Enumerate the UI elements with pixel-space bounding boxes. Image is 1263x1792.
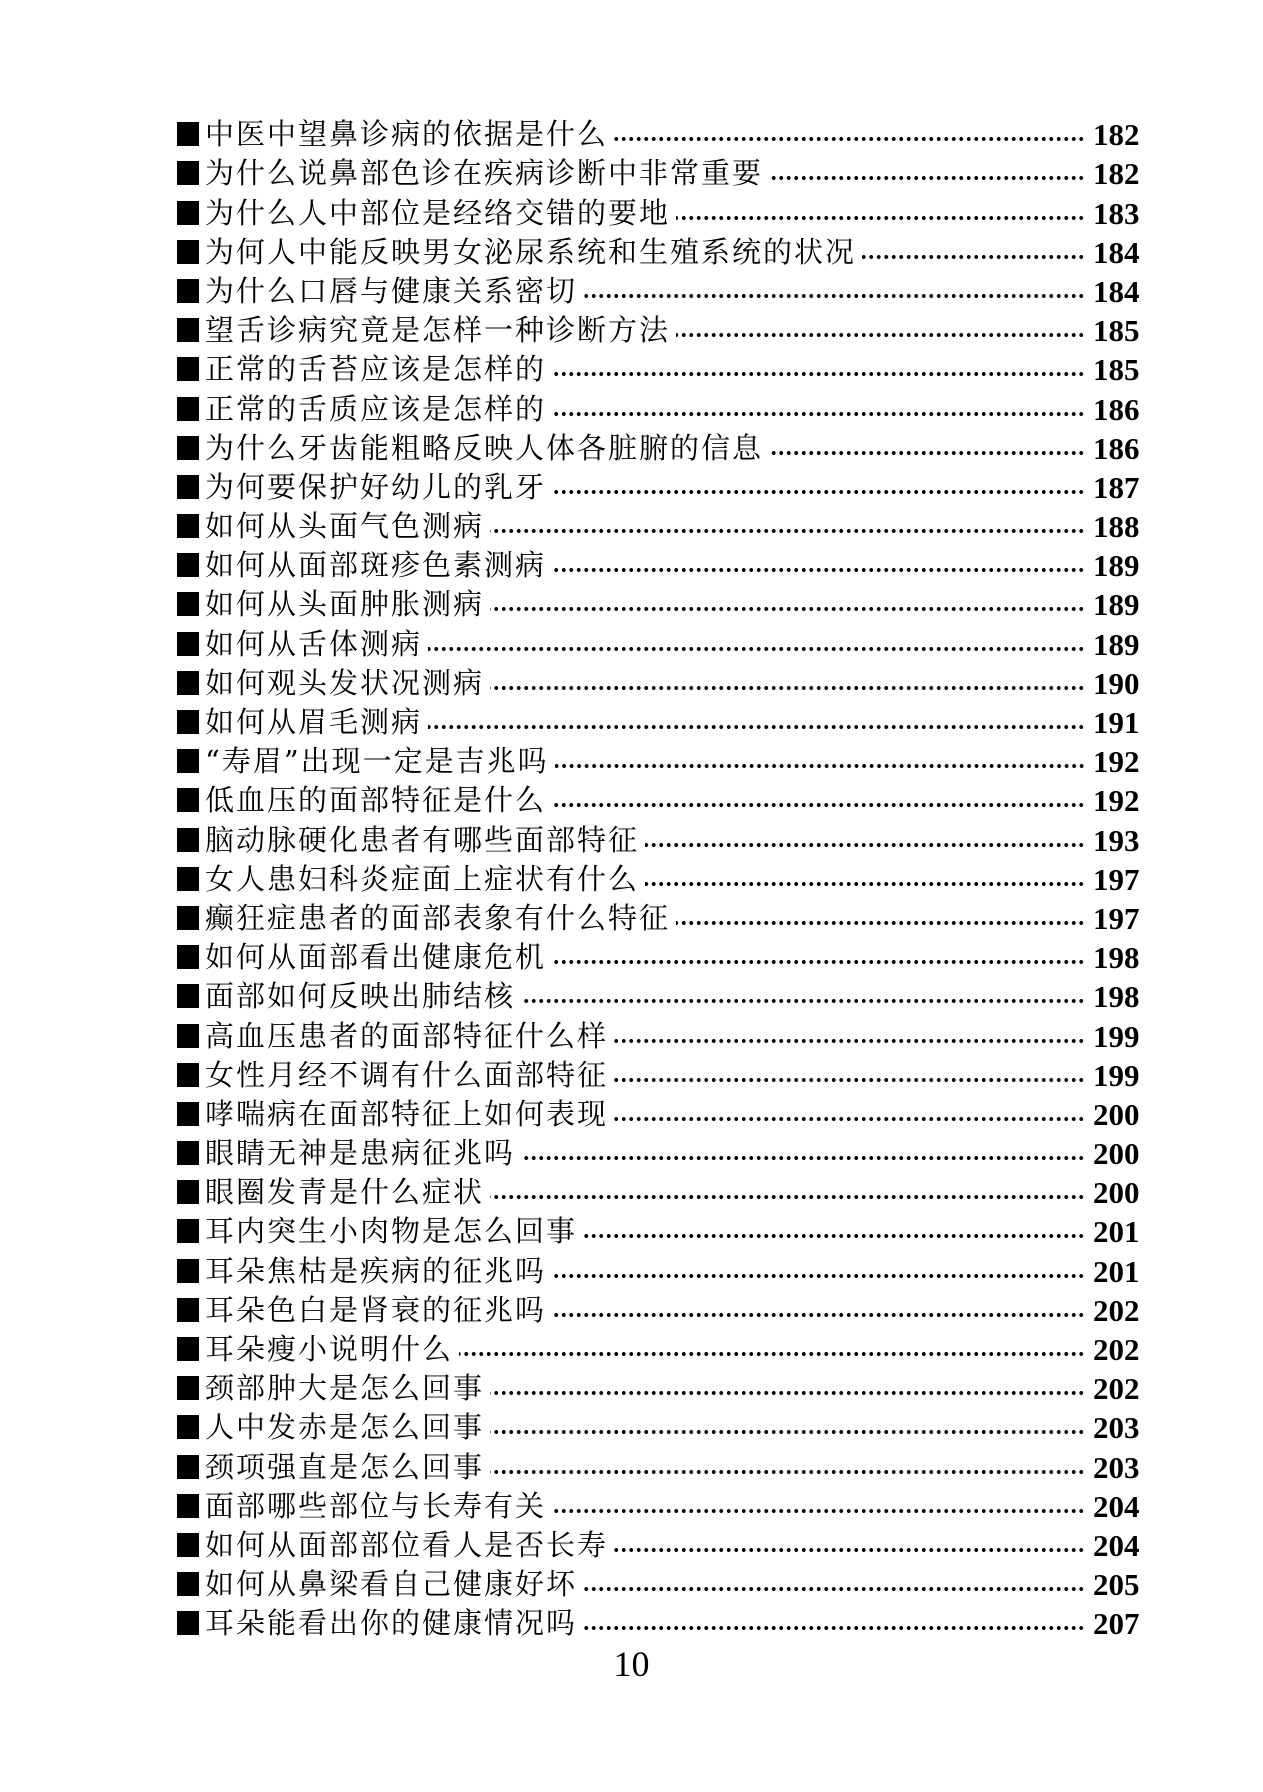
toc-entry[interactable] xyxy=(177,193,1139,232)
square-bullet-icon xyxy=(177,1219,199,1243)
toc-entry-page: 201 xyxy=(1093,1214,1140,1250)
page-number: 10 xyxy=(613,1644,650,1684)
toc-entry-title: 面部如何反映出肺结核 xyxy=(205,979,516,1014)
toc-entry-title: 低血压的面部特征是什么 xyxy=(205,783,547,818)
dot-leader xyxy=(676,212,1085,224)
toc-entry-title: 为何要保护好幼儿的乳牙 xyxy=(205,469,547,504)
toc-entry-title: 眼睛无神是患病征兆吗 xyxy=(205,1136,516,1171)
toc-entry-page: 189 xyxy=(1093,548,1140,584)
toc-entry-title: 耳朵色白是肾衰的征兆吗 xyxy=(205,1292,547,1327)
toc-entry[interactable] xyxy=(177,1212,1139,1251)
toc-entry-page: 203 xyxy=(1093,1449,1140,1485)
square-bullet-icon xyxy=(177,279,199,303)
toc-entry[interactable] xyxy=(177,1056,1139,1095)
toc-entry-page: 192 xyxy=(1093,744,1140,780)
dot-leader xyxy=(645,878,1085,890)
square-bullet-icon xyxy=(177,906,199,930)
toc-entry[interactable] xyxy=(177,1095,1139,1134)
toc-entry[interactable] xyxy=(177,115,1139,154)
toc-entry-page: 199 xyxy=(1093,1018,1140,1054)
dot-leader xyxy=(862,251,1085,263)
toc-entry-title: 如何从面部斑疹色素测病 xyxy=(205,548,547,583)
dot-leader xyxy=(769,172,1085,184)
toc-entry-page: 200 xyxy=(1093,1136,1140,1172)
toc-entry[interactable] xyxy=(177,311,1139,350)
toc-entry-page: 187 xyxy=(1093,469,1140,505)
toc-entry-page: 188 xyxy=(1093,509,1140,545)
toc-entry[interactable] xyxy=(177,820,1139,859)
square-bullet-icon xyxy=(177,984,199,1008)
toc-entry-title: 如何从头面肿胀测病 xyxy=(205,587,485,622)
toc-entry-title: 高血压患者的面部特征什么样 xyxy=(205,1018,609,1053)
toc-entry-title: 哮喘病在面部特征上如何表现 xyxy=(205,1096,609,1131)
toc-entry-title: “寿眉”出现一定是吉兆吗 xyxy=(205,744,549,779)
square-bullet-icon xyxy=(177,1415,199,1439)
square-bullet-icon xyxy=(177,671,199,695)
toc-entry-page: 182 xyxy=(1093,156,1140,192)
square-bullet-icon xyxy=(177,1102,199,1126)
toc-entry-title: 如何从舌体测病 xyxy=(205,626,423,661)
toc-entry-page: 198 xyxy=(1093,940,1140,976)
toc-entry[interactable] xyxy=(177,1173,1139,1212)
square-bullet-icon xyxy=(177,240,199,264)
dot-leader xyxy=(583,1583,1085,1595)
toc-entry[interactable] xyxy=(177,233,1139,272)
toc-entry-page: 202 xyxy=(1093,1332,1140,1367)
toc-entry[interactable] xyxy=(177,1408,1139,1447)
square-bullet-icon xyxy=(177,788,199,812)
dot-leader xyxy=(459,1348,1085,1360)
table-of-contents xyxy=(177,115,1139,1643)
toc-entry[interactable] xyxy=(177,1604,1139,1643)
toc-entry-title: 中医中望鼻诊病的依据是什么 xyxy=(205,117,609,152)
dot-leader xyxy=(552,564,1085,576)
toc-entry-page: 200 xyxy=(1093,1096,1140,1132)
toc-entry-page: 197 xyxy=(1093,861,1140,897)
toc-entry-title: 如何从面部看出健康危机 xyxy=(205,940,547,975)
square-bullet-icon xyxy=(177,1376,199,1400)
toc-entry[interactable] xyxy=(177,585,1139,624)
toc-entry-title: 如何从眉毛测病 xyxy=(205,705,423,739)
toc-entry[interactable] xyxy=(177,1016,1139,1055)
toc-entry-page: 184 xyxy=(1093,273,1140,309)
toc-entry[interactable] xyxy=(177,938,1139,977)
square-bullet-icon xyxy=(177,828,199,852)
toc-entry[interactable] xyxy=(177,272,1139,311)
toc-entry[interactable] xyxy=(177,389,1139,428)
dot-leader xyxy=(614,1113,1085,1125)
toc-entry[interactable] xyxy=(177,899,1139,938)
toc-entry-title: 为什么牙齿能粗略反映人体各脏腑的信息 xyxy=(205,430,764,465)
square-bullet-icon xyxy=(177,632,199,656)
toc-entry-title: 女性月经不调有什么面部特征 xyxy=(205,1057,609,1092)
toc-entry-page: 192 xyxy=(1093,783,1140,819)
dot-leader xyxy=(552,1309,1085,1321)
toc-entry[interactable] xyxy=(177,350,1139,389)
square-bullet-icon xyxy=(177,475,199,499)
toc-entry-title: 耳内突生小肉物是怎么回事 xyxy=(205,1214,578,1249)
toc-entry-title: 癫狂症患者的面部表象有什么特征 xyxy=(205,900,671,935)
toc-entry-page: 197 xyxy=(1093,900,1140,936)
dot-leader xyxy=(521,995,1085,1007)
toc-entry[interactable] xyxy=(177,1134,1139,1173)
toc-entry[interactable] xyxy=(177,1447,1139,1486)
toc-entry-title: 女人患妇科炎症面上症状有什么 xyxy=(205,861,640,896)
dot-leader xyxy=(645,839,1085,851)
toc-entry-page: 201 xyxy=(1093,1253,1140,1289)
toc-entry-page: 193 xyxy=(1093,822,1140,858)
toc-entry-page: 204 xyxy=(1093,1527,1140,1563)
toc-entry-page: 185 xyxy=(1093,313,1140,349)
toc-entry[interactable] xyxy=(177,507,1139,546)
dot-leader xyxy=(552,799,1085,811)
dot-leader xyxy=(521,1152,1085,1164)
toc-entry-page: 184 xyxy=(1093,234,1140,270)
dot-leader xyxy=(490,1191,1085,1203)
toc-entry[interactable] xyxy=(177,468,1139,507)
square-bullet-icon xyxy=(177,1063,199,1087)
square-bullet-icon xyxy=(177,592,199,616)
toc-entry-page: 199 xyxy=(1093,1057,1140,1093)
dot-leader xyxy=(555,760,1085,772)
toc-entry-title: 为什么说鼻部色诊在疾病诊断中非常重要 xyxy=(205,156,764,191)
square-bullet-icon xyxy=(177,945,199,969)
toc-entry-page: 207 xyxy=(1093,1606,1140,1642)
square-bullet-icon xyxy=(177,318,199,342)
toc-entry[interactable] xyxy=(177,154,1139,193)
square-bullet-icon xyxy=(177,201,199,225)
square-bullet-icon xyxy=(177,514,199,538)
square-bullet-icon xyxy=(177,1141,199,1165)
dot-leader xyxy=(614,1035,1085,1047)
toc-entry-title: 如何从面部部位看人是否长寿 xyxy=(205,1527,609,1562)
toc-entry-page: 189 xyxy=(1093,587,1140,623)
toc-entry-title: 脑动脉硬化患者有哪些面部特征 xyxy=(205,822,640,857)
toc-entry-page: 186 xyxy=(1093,391,1140,427)
toc-entry-title: 颈项强直是怎么回事 xyxy=(205,1449,485,1484)
dot-leader xyxy=(552,408,1085,420)
toc-entry[interactable] xyxy=(177,781,1139,820)
toc-entry-title: 面部哪些部位与长寿有关 xyxy=(205,1488,547,1523)
toc-entry-page: 202 xyxy=(1093,1371,1140,1407)
toc-entry-page: 205 xyxy=(1093,1567,1140,1603)
dot-leader xyxy=(769,447,1085,459)
dot-leader xyxy=(490,525,1085,537)
dot-leader xyxy=(552,368,1085,380)
square-bullet-icon xyxy=(177,1611,199,1635)
dot-leader xyxy=(490,1426,1085,1438)
dot-leader xyxy=(614,1074,1085,1086)
square-bullet-icon xyxy=(177,357,199,381)
square-bullet-icon xyxy=(177,1180,199,1204)
toc-entry-page: 190 xyxy=(1093,665,1140,701)
dot-leader xyxy=(490,1466,1085,1478)
dot-leader xyxy=(552,956,1085,968)
square-bullet-icon xyxy=(177,1024,199,1048)
toc-entry-title: 人中发赤是怎么回事 xyxy=(205,1410,485,1445)
square-bullet-icon xyxy=(177,1337,199,1361)
toc-entry[interactable] xyxy=(177,664,1139,703)
toc-entry-page: 182 xyxy=(1093,117,1140,153)
dot-leader xyxy=(676,917,1085,929)
toc-entry[interactable] xyxy=(177,1487,1139,1526)
toc-entry-title: 眼圈发青是什么症状 xyxy=(205,1175,485,1210)
square-bullet-icon xyxy=(177,1298,199,1322)
dot-leader xyxy=(552,1270,1085,1282)
dot-leader xyxy=(490,603,1085,615)
square-bullet-icon xyxy=(177,553,199,577)
dot-leader xyxy=(614,1544,1085,1556)
toc-entry[interactable] xyxy=(177,1251,1139,1290)
toc-entry-title: 耳朵瘦小说明什么 xyxy=(205,1332,454,1366)
toc-entry-title: 正常的舌质应该是怎样的 xyxy=(205,391,547,426)
dot-leader xyxy=(428,721,1085,733)
dot-leader xyxy=(583,290,1085,302)
square-bullet-icon xyxy=(177,1259,199,1283)
dot-leader xyxy=(614,133,1085,145)
toc-entry[interactable] xyxy=(177,1369,1139,1408)
toc-entry-page: 203 xyxy=(1093,1410,1140,1446)
toc-entry-title: 正常的舌苔应该是怎样的 xyxy=(205,352,547,387)
square-bullet-icon xyxy=(177,1494,199,1518)
toc-entry-page: 189 xyxy=(1093,626,1140,662)
square-bullet-icon xyxy=(177,161,199,185)
toc-entry-page: 202 xyxy=(1093,1292,1140,1328)
toc-entry[interactable] xyxy=(177,1565,1139,1604)
toc-entry-page: 200 xyxy=(1093,1175,1140,1211)
toc-entry-title: 为什么人中部位是经络交错的要地 xyxy=(205,195,671,230)
square-bullet-icon xyxy=(177,1572,199,1596)
dot-leader xyxy=(583,1230,1085,1242)
toc-entry[interactable] xyxy=(177,742,1139,781)
toc-entry-title: 为什么口唇与健康关系密切 xyxy=(205,273,578,308)
toc-entry-page: 204 xyxy=(1093,1488,1140,1524)
toc-entry-title: 如何从头面气色测病 xyxy=(205,509,485,544)
square-bullet-icon xyxy=(177,1533,199,1557)
toc-entry[interactable] xyxy=(177,624,1139,663)
square-bullet-icon xyxy=(177,867,199,891)
toc-entry[interactable] xyxy=(177,703,1139,742)
toc-entry-page: 186 xyxy=(1093,430,1140,466)
toc-entry[interactable] xyxy=(177,546,1139,585)
toc-entry-title: 望舌诊病究竟是怎样一种诊断方法 xyxy=(205,313,671,348)
dot-leader xyxy=(676,329,1085,341)
toc-entry-page: 191 xyxy=(1093,705,1140,740)
toc-entry-page: 183 xyxy=(1093,195,1140,231)
toc-entry[interactable] xyxy=(177,1330,1139,1369)
dot-leader xyxy=(552,486,1085,498)
dot-leader xyxy=(583,1622,1085,1634)
square-bullet-icon xyxy=(177,749,199,773)
square-bullet-icon xyxy=(177,122,199,146)
toc-entry-title: 为何人中能反映男女泌尿系统和生殖系统的状况 xyxy=(205,234,857,269)
square-bullet-icon xyxy=(177,710,199,734)
toc-entry-page: 185 xyxy=(1093,352,1140,388)
dot-leader xyxy=(552,1505,1085,1517)
dot-leader xyxy=(490,1387,1085,1399)
toc-entry-title: 如何从鼻梁看自己健康好坏 xyxy=(205,1567,578,1602)
square-bullet-icon xyxy=(177,397,199,421)
dot-leader xyxy=(428,643,1085,655)
dot-leader xyxy=(490,682,1085,694)
toc-entry[interactable] xyxy=(177,1291,1139,1330)
square-bullet-icon xyxy=(177,1455,199,1479)
toc-entry-page: 198 xyxy=(1093,979,1140,1015)
toc-entry[interactable] xyxy=(177,1526,1139,1565)
toc-entry-title: 耳朵焦枯是疾病的征兆吗 xyxy=(205,1253,547,1288)
toc-entry-title: 耳朵能看出你的健康情况吗 xyxy=(205,1606,578,1641)
square-bullet-icon xyxy=(177,436,199,460)
toc-entry[interactable] xyxy=(177,860,1139,899)
toc-entry-title: 颈部肿大是怎么回事 xyxy=(205,1371,485,1406)
toc-entry[interactable] xyxy=(177,429,1139,468)
toc-entry-title: 如何观头发状况测病 xyxy=(205,665,485,700)
toc-entry[interactable] xyxy=(177,977,1139,1016)
